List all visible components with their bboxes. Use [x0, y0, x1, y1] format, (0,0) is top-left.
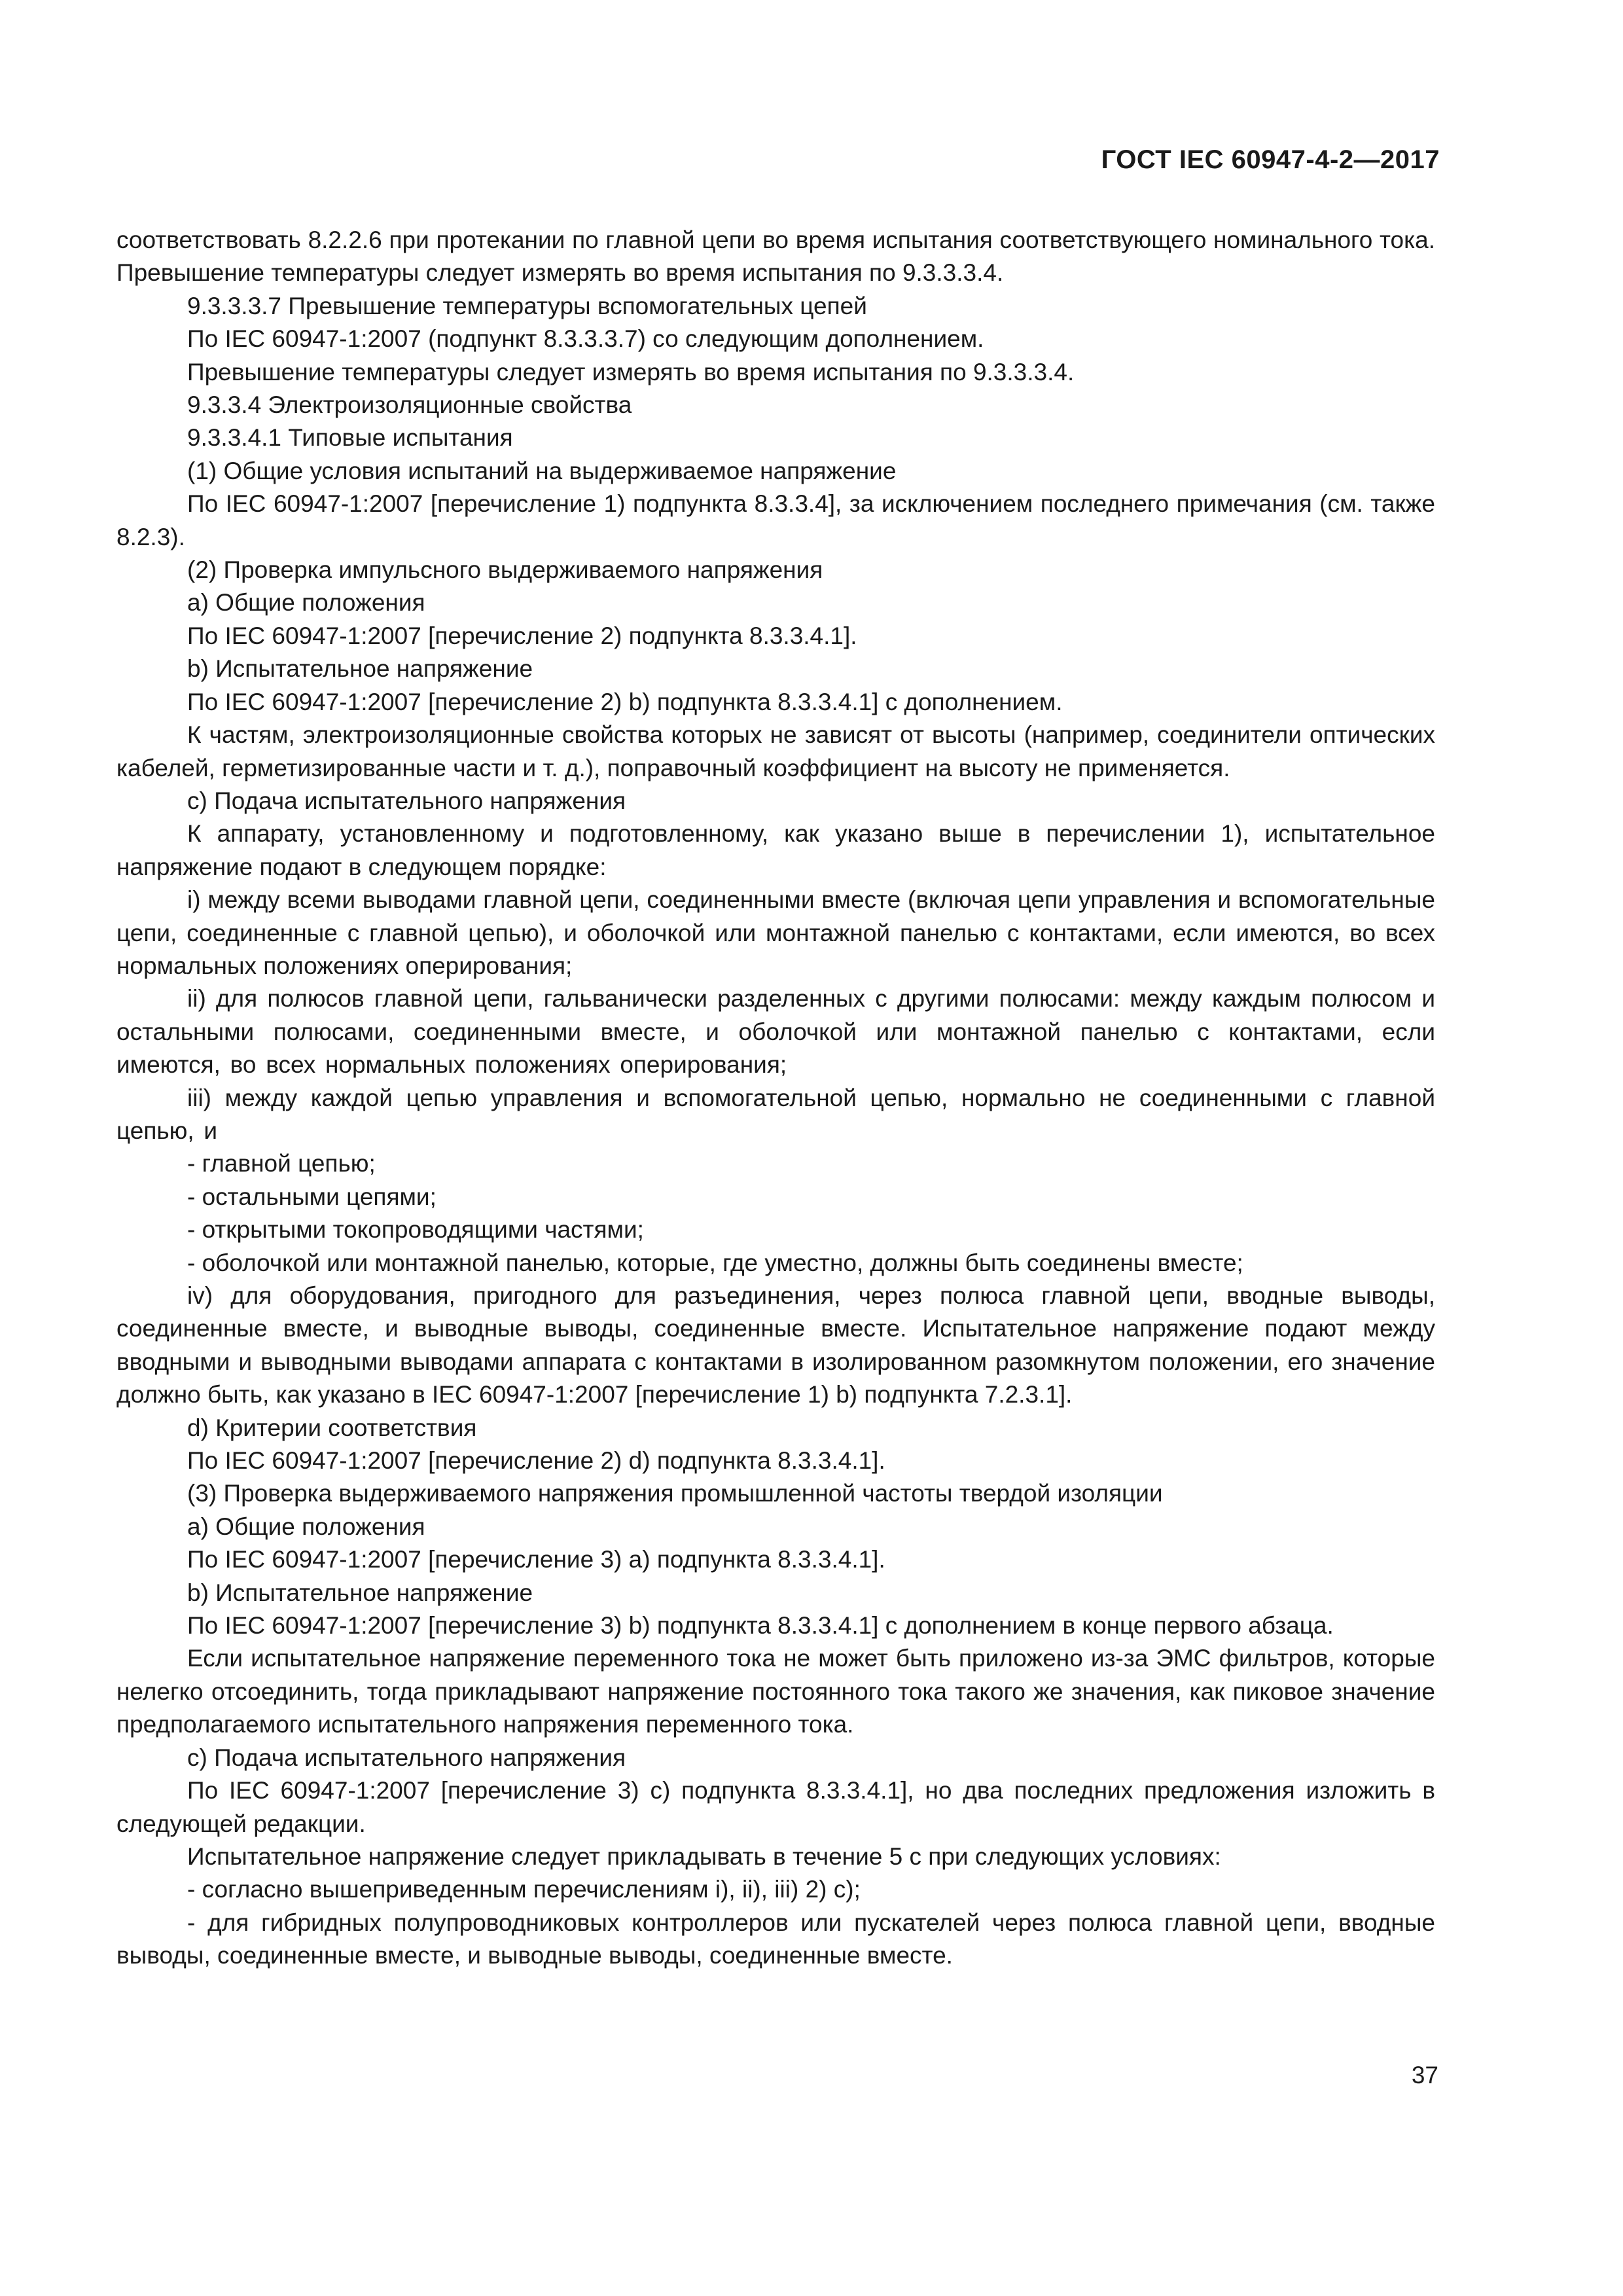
- paragraph: К аппарату, установленному и подготовленному, как указано выше в перечислении 1), испытательное напряжение подают в следующем порядке:: [116, 820, 1435, 880]
- list-item-heading: b) Испытательное напряжение: [187, 655, 533, 683]
- list-item: iii) между каждой цепью управления и вспомогательной цепью, нормально не соединенными с главной цепью, и: [116, 1084, 1435, 1144]
- paragraph: По IEC 60947-1:2007 [перечисление 3) b) подпункта 8.3.3.4.1] с дополнением в конце первого абзаца.: [187, 1612, 1334, 1640]
- document-body: [116, 224, 1435, 1973]
- paragraph: Испытательное напряжение следует прикладывать в течение 5 с при следующих условиях:: [187, 1842, 1221, 1870]
- paragraph: По IEC 60947-1:2007 [перечисление 2) d) подпункта 8.3.3.4.1].: [187, 1447, 885, 1475]
- section-heading: 9.3.3.4.1 Типовые испытания: [187, 424, 513, 452]
- list-item-heading: d) Критерии соответствия: [187, 1414, 477, 1441]
- paragraph: К частям, электроизоляционные свойства которых не зависят от высоты (например, соединители оптических кабелей, герметизированные части и т. д.), поправочный коэффициент на высоту не применяется.: [116, 721, 1435, 781]
- paragraph: соответствовать 8.2.2.6 при протекании по главной цепи во время испытания соответствующего номинального тока. Превышение температуры следует измерять во время испытания по 9.3.3.3.4.: [116, 226, 1435, 287]
- list-item-heading: b) Испытательное напряжение: [187, 1579, 533, 1606]
- dash-list-item: - остальными цепями;: [187, 1183, 437, 1210]
- list-item: i) между всеми выводами главной цепи, соединенными вместе (включая цепи управления и вспомогательные цепи, соединенные с главной цепью), и оболочкой или монтажной панелью с контактами, если имеются, во всех нормальных положениях оперирования;: [116, 886, 1435, 979]
- paragraph: По IEC 60947-1:2007 [перечисление 2) b) подпункта 8.3.3.4.1] с дополнением.: [187, 688, 1063, 715]
- paragraph: Превышение температуры следует измерять во время испытания по 9.3.3.3.4.: [187, 358, 1075, 386]
- paragraph: По IEC 60947-1:2007 [перечисление 3) c) подпункта 8.3.3.4.1], но два последних предложения изложить в следующей редакции.: [116, 1777, 1435, 1837]
- subsection-heading: (1) Общие условия испытаний на выдерживаемое напряжение: [187, 457, 897, 484]
- paragraph: По IEC 60947-1:2007 [перечисление 2) подпункта 8.3.3.4.1].: [187, 622, 857, 649]
- subsection-heading: (3) Проверка выдерживаемого напряжения промышленной частоты твердой изоляции: [187, 1480, 1163, 1507]
- dash-list-item: - оболочкой или монтажной панелью, которые, где уместно, должны быть соединены вместе;: [187, 1249, 1243, 1276]
- page-number: 37: [1411, 2062, 1438, 2089]
- list-item: ii) для полюсов главной цепи, гальванически разделенных с другими полюсами: между каждым полюсом и остальными полюсами, соединенными вместе, и оболочкой или монтажной панелью с контактами, если имеются, во всех нормальных положениях оперирования;: [116, 985, 1435, 1079]
- section-heading: 9.3.3.3.7 Превышение температуры вспомогательных цепей: [187, 292, 867, 319]
- list-item: iv) для оборудования, пригодного для разъединения, через полюса главной цепи, вводные выводы, соединенные вместе, и выводные выводы, соединенные вместе. Испытательное напряжение подают между вводными и выводными выводами аппарата с контактами в изолированном разомкнутом положении, его значение должно быть, как указано в IEC 60947-1:2007 [перечисление 1) b) подпункта 7.2.3.1].: [116, 1282, 1435, 1408]
- list-item-heading: a) Общие положения: [187, 589, 425, 617]
- list-item-heading: c) Подача испытательного напряжения: [187, 787, 626, 814]
- subsection-heading: (2) Проверка импульсного выдерживаемого напряжения: [187, 556, 823, 584]
- document-header: ГОСТ IEC 60947-4-2—2017: [1101, 145, 1440, 174]
- section-heading: 9.3.3.4 Электроизоляционные свойства: [187, 391, 632, 419]
- paragraph: По IEC 60947-1:2007 [перечисление 1) подпункта 8.3.3.4], за исключением последнего примечания (см. также 8.2.3).: [116, 490, 1435, 550]
- dash-list-item: - открытыми токопроводящими частями;: [187, 1216, 644, 1244]
- paragraph: По IEC 60947-1:2007 (подпункт 8.3.3.3.7) со следующим дополнением.: [187, 325, 984, 353]
- list-item-heading: c) Подача испытательного напряжения: [187, 1744, 626, 1771]
- paragraph: По IEC 60947-1:2007 [перечисление 3) a) подпункта 8.3.3.4.1].: [187, 1546, 885, 1573]
- dash-list-item: - согласно вышеприведенным перечислениям i), ii), iii) 2) c);: [187, 1876, 861, 1903]
- dash-list-item: - главной цепью;: [187, 1150, 376, 1177]
- dash-list-item: - для гибридных полупроводниковых контроллеров или пускателей через полюса главной цепи, вводные выводы, соединенные вместе, и выводные выводы, соединенные вместе.: [116, 1909, 1435, 1969]
- list-item-heading: a) Общие положения: [187, 1513, 425, 1540]
- paragraph: Если испытательное напряжение переменного тока не может быть приложено из-за ЭМС фильтров, которые нелегко отсоединить, тогда прикладывают напряжение постоянного тока такого же значения, как пиковое значение предполагаемого испытательного напряжения переменного тока.: [116, 1645, 1435, 1738]
